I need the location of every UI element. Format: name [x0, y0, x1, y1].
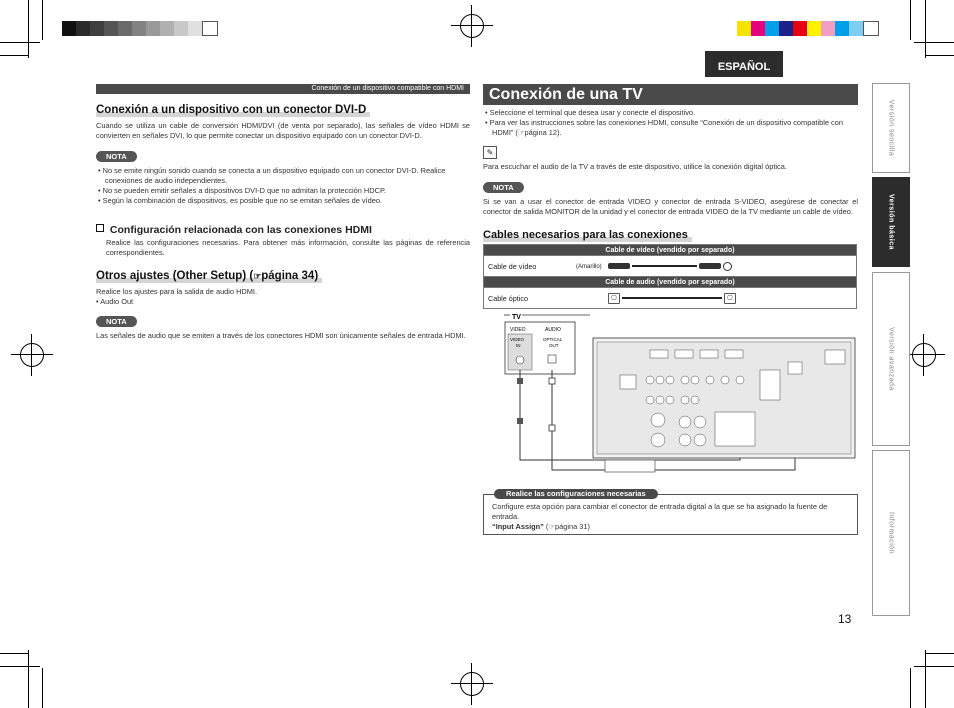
gray-swatch	[90, 21, 105, 36]
color-swatch	[737, 21, 752, 36]
video-plug-icon	[608, 263, 630, 269]
reference-icon: ☞	[517, 128, 525, 137]
settings-header: Realice las configuraciones necesarias	[494, 489, 658, 499]
diagram-svg	[500, 310, 860, 485]
settings-item: “Input Assign” (☞página 31)	[492, 522, 590, 531]
color-swatch	[779, 21, 794, 36]
audio-cable-visual	[572, 288, 857, 309]
gray-swatch	[118, 21, 133, 36]
gray-swatch	[146, 21, 161, 36]
other-setup-body: Realice los ajustes para la salida de audio HDMI.	[96, 287, 258, 296]
color-swatch	[863, 21, 879, 36]
svg-text:OUT: OUT	[549, 343, 559, 348]
video-cable-line	[632, 265, 697, 267]
right-column	[483, 84, 858, 309]
optical-out-label: OPTICAL	[543, 337, 563, 342]
list-item: • Seleccione el terminal que desea usar y conecte el dispositivo.	[485, 108, 696, 117]
config-section-title: Configuración relacionada con las conexiones HDMI	[109, 224, 372, 236]
nota-badge: NOTA	[483, 182, 524, 193]
video-cable-label: Cable de vídeo	[484, 256, 573, 277]
nota-text: Si se van a usar el conector de entrada VIDEO y conector de entrada S-VIDEO, asegúrese de conectar el conector de salida MONITOR de la unidad y el conector de entrada VIDEO de la TV mediante un cable de vídeo.	[483, 197, 858, 216]
video-cable-visual: (Amarillo)	[572, 256, 857, 277]
config-body: Realice las configuraciones necesarias. Para obtener más información, consulte las páginas de referencia correspondientes.	[106, 238, 470, 257]
list-item: • No se pueden emitir señales a dispositivos DVI-D que no admitan la protección HDCP.	[98, 186, 386, 195]
svg-text:IN: IN	[516, 343, 521, 348]
settings-body: Configure esta opción para cambiar el conector de entrada digital a la que se ha asignado la fuente de entrada.	[492, 502, 828, 521]
video-cable-header: Cable de vídeo (vendido por separado)	[484, 245, 857, 256]
audio-cable-label: Cable óptico	[484, 288, 573, 309]
audio-group-label: AUDIO	[545, 327, 561, 333]
video-group-label: VIDEO	[510, 327, 526, 333]
other-setup-note: Las señales de audio que se emiten a través de los conectores HDMI son únicamente señales de entrada HDMI.	[96, 331, 466, 340]
other-setup-title: Otros ajustes (Other Setup) (☞página 34)	[96, 270, 322, 283]
audio-cable-header: Cable de audio (vendido por separado)	[484, 277, 857, 288]
side-tab-basic[interactable]: Versión básica	[872, 177, 910, 267]
dvi-section-title: Conexión a un dispositivo con un conector DVI-D	[96, 104, 370, 117]
video-plug-icon	[699, 263, 721, 269]
side-tab-simple[interactable]: Versión sencilla	[872, 83, 910, 173]
gray-swatch	[76, 21, 91, 36]
section-header-bar: Conexión de un dispositivo compatible con HDMI	[96, 84, 470, 94]
page-number: 13	[838, 612, 852, 626]
list-item: • Según la combinación de dispositivos, es posible que no se emitan señales de vídeo.	[98, 196, 383, 205]
tip-text: Para escuchar el audio de la TV a través de este dispositivo, utilice la conexión digital óptica.	[483, 162, 787, 171]
intro-list	[483, 108, 858, 138]
video-in-label: VIDEO	[510, 337, 525, 342]
nota-badge: NOTA	[96, 151, 137, 162]
side-tab-advanced[interactable]: Versión avanzada	[872, 272, 910, 446]
pencil-icon: ✎	[483, 146, 497, 159]
color-swatch	[821, 21, 836, 36]
left-column	[96, 84, 470, 341]
list-item: • Para ver las instrucciones sobre las conexiones HDMI, consulte “Conexión de un dispositivo compatible con HDMI” (☞página 12).	[485, 118, 843, 137]
rca-jack-icon	[723, 262, 732, 271]
color-swatch	[751, 21, 766, 36]
reference-icon: ☞	[253, 271, 262, 281]
side-tab-information[interactable]: Información	[872, 450, 910, 616]
language-tab	[705, 51, 783, 77]
color-swatch	[849, 21, 864, 36]
optical-jack-icon: ▢	[608, 293, 620, 304]
cables-section-title: Cables necesarios para las conexiones	[483, 229, 692, 242]
dvi-body: Cuando se utiliza un cable de conversión HDMI/DVI (de venta por separado), las señales de vídeo HDMI se convierten en señales DVI, lo que permite conectar un dispositivo equipado con un conector DVI-D.	[96, 121, 470, 140]
settings-box	[483, 489, 858, 535]
list-item: • Audio Out	[96, 297, 134, 306]
gray-swatch	[62, 21, 77, 36]
language-label: ESPAÑOL	[717, 61, 771, 73]
reference-icon: ☞	[548, 522, 556, 531]
optical-jack-icon: ▢	[724, 293, 736, 304]
nota-badge: NOTA	[96, 316, 137, 327]
color-swatch	[807, 21, 822, 36]
list-item: • No se emite ningún sonido cuando se conecta a un dispositivo equipado con un conector DVI-D. Realice conexiones de audio independientes.	[98, 166, 446, 185]
dvi-notes	[96, 166, 470, 206]
color-swatch	[793, 21, 808, 36]
optical-cable-line	[622, 297, 722, 299]
gray-swatch	[132, 21, 147, 36]
gray-swatch	[202, 21, 218, 36]
page-title: Conexión de una TV	[483, 84, 858, 105]
color-swatch	[765, 21, 780, 36]
cables-table	[483, 244, 857, 309]
gray-swatch	[174, 21, 189, 36]
tv-label: TV	[512, 314, 521, 321]
connection-diagram	[500, 310, 860, 485]
gray-swatch	[160, 21, 175, 36]
gray-swatch	[188, 21, 203, 36]
color-swatch	[835, 21, 850, 36]
gray-swatch	[104, 21, 119, 36]
checkbox-icon	[96, 224, 104, 232]
